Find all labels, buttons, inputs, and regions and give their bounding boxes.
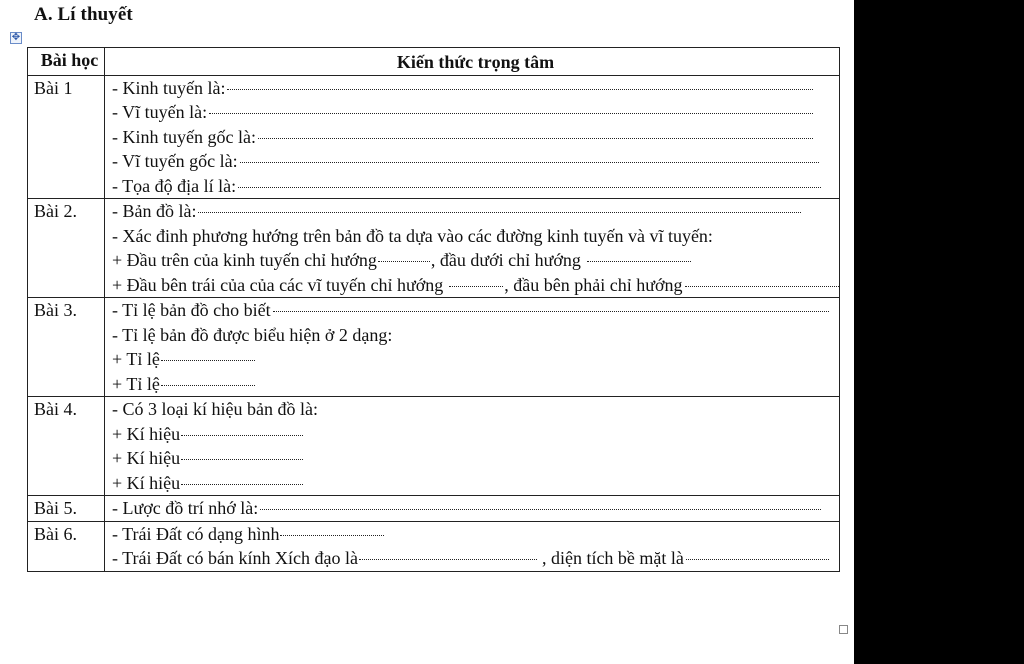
lesson-cell: Bài 4. [28, 397, 105, 496]
list-item [112, 522, 839, 547]
table-move-handle-icon[interactable]: ✥ [11, 32, 21, 43]
line-text: + Đầu bên trái của của các vĩ tuyến chỉ hướng [112, 274, 444, 295]
content-cell [105, 521, 840, 571]
blank-fill[interactable] [260, 509, 821, 510]
list-item [112, 496, 839, 521]
content-cell [105, 397, 840, 496]
list-item [112, 347, 839, 372]
line-text: - Trái Đất có bán kính Xích đạo là [112, 548, 358, 568]
table-row [28, 521, 840, 571]
line-text: - Bản đồ là: [112, 201, 197, 221]
list-item [112, 446, 839, 471]
content-cell [105, 298, 840, 397]
section-heading: A. Lí thuyết [34, 4, 133, 25]
blank-fill[interactable] [181, 484, 303, 485]
line-text: + Kí hiệu [112, 448, 181, 468]
blank-fill[interactable] [181, 435, 303, 436]
blank-fill[interactable] [359, 559, 537, 560]
list-item [112, 125, 839, 150]
list-item [112, 471, 839, 496]
blank-fill[interactable] [686, 559, 829, 560]
list-item [112, 372, 839, 397]
line-text: - Lược đồ trí nhớ là: [112, 498, 259, 518]
table-header-row [28, 48, 840, 76]
list-item: - Có 3 loại kí hiệu bản đồ là: [112, 399, 318, 419]
line-text: + Tỉ lệ [112, 373, 160, 394]
list-item [112, 76, 839, 101]
blank-fill[interactable] [587, 261, 691, 262]
line-text: , đầu dưới chỉ hướng [430, 250, 581, 270]
table-row [28, 75, 840, 199]
table-row [28, 298, 840, 397]
blank-fill[interactable] [227, 89, 813, 90]
line-text: - Kinh tuyến gốc là: [112, 126, 256, 147]
list-item [112, 248, 839, 273]
blank-fill[interactable] [378, 261, 430, 262]
blank-fill[interactable] [449, 286, 503, 287]
line-text: + Kí hiệu [112, 423, 181, 444]
list-item: - Xác đinh phương hướng trên bản đồ ta dựa vào các đường kinh tuyến và vĩ tuyến: [112, 225, 713, 246]
blank-fill[interactable] [238, 187, 821, 188]
lesson-cell: Bài 3. [28, 298, 105, 397]
list-item: - Tỉ lệ bản đồ được biểu hiện ở 2 dạng: [112, 324, 393, 345]
lesson-cell: Bài 1 [28, 75, 105, 199]
blank-fill[interactable] [181, 459, 303, 460]
table-row [28, 496, 840, 522]
blank-fill[interactable] [161, 360, 255, 361]
header-lesson: Bài học [28, 48, 105, 76]
blank-fill[interactable] [161, 385, 255, 386]
line-text: , đầu bên phải chỉ hướng [504, 274, 683, 295]
table-resize-handle[interactable] [839, 625, 848, 634]
list-item [112, 149, 839, 174]
line-text: + Kí hiệu [112, 472, 181, 493]
list-item [112, 422, 839, 447]
table-row [28, 199, 840, 298]
list-item [112, 199, 839, 224]
line-text: - Trái Đất có dạng hình [112, 523, 280, 544]
list-item [112, 273, 839, 298]
lesson-cell: Bài 5. [28, 496, 105, 522]
lesson-cell: Bài 6. [28, 521, 105, 571]
line-text: + Tỉ lệ [112, 349, 160, 369]
blank-fill[interactable] [685, 286, 839, 287]
blank-fill[interactable] [209, 113, 813, 114]
line-text: - Vĩ tuyến là: [112, 102, 208, 122]
list-item [112, 174, 839, 199]
content-cell [105, 496, 840, 522]
header-knowledge: Kiến thức trọng tâm [105, 48, 840, 76]
line-text: , diện tích bề mặt là [541, 548, 684, 568]
table-row [28, 397, 840, 496]
knowledge-table [27, 47, 840, 572]
blank-fill[interactable] [240, 162, 819, 163]
list-item [112, 298, 839, 323]
content-cell [105, 199, 840, 298]
blank-fill[interactable] [198, 212, 801, 213]
lesson-cell: Bài 2. [28, 199, 105, 298]
list-item [112, 546, 839, 571]
line-text: + Đầu trên của kinh tuyến chỉ hướng [112, 250, 377, 270]
blank-fill[interactable] [273, 311, 829, 312]
line-text: - Tỉ lệ bản đồ cho biết [112, 300, 271, 320]
list-item [112, 100, 839, 125]
content-cell [105, 75, 840, 199]
blank-fill[interactable] [280, 535, 384, 536]
line-text: - Kinh tuyến là: [112, 77, 226, 98]
blank-fill[interactable] [258, 138, 813, 139]
line-text: - Tọa độ địa lí là: [112, 175, 237, 196]
line-text: - Vĩ tuyến gốc là: [112, 151, 238, 171]
